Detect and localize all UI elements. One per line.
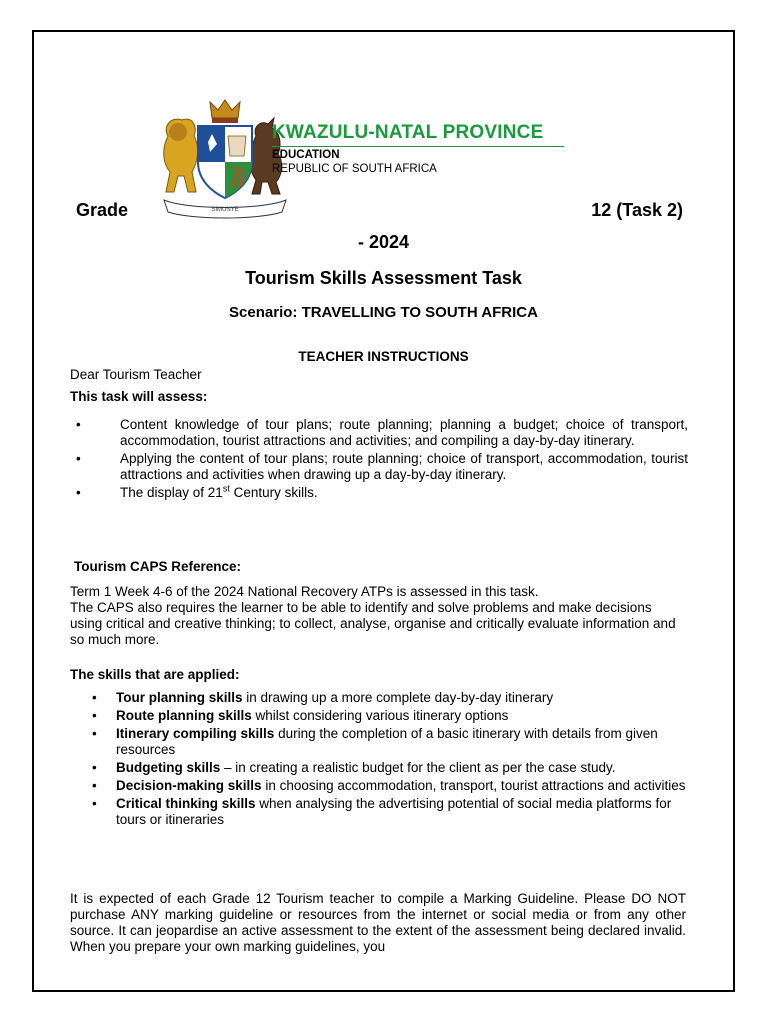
scenario-value: TRAVELLING TO SOUTH AFRICA	[301, 304, 538, 321]
province-title: KWAZULU-NATAL PROVINCE	[272, 122, 544, 143]
caps-paragraph: The CAPS also requires the learner to be able to identify and solve problems and make decisions using critical and creative thinking; to collect, analyse, organise and critically evaluate information and so much more.	[70, 600, 676, 647]
list-item: • Itinerary compiling skills during the completion of a basic itinerary with details from given resources	[92, 726, 658, 757]
skills-list	[92, 690, 688, 830]
caps-heading: Tourism CAPS Reference:	[74, 559, 242, 574]
scenario-line	[34, 304, 733, 321]
crest-motto: SIMUNYE	[211, 207, 239, 213]
year-label: - 2024	[357, 232, 410, 252]
list-item: • Route planning skills whilst considering various itinerary options	[92, 708, 509, 723]
department-label: EDUCATION	[272, 149, 340, 161]
header-divider	[272, 146, 564, 147]
list-item: • Budgeting skills – in creating a realistic budget for the client as per the case study.	[92, 760, 616, 775]
grade-value: 12 (Task 2)	[591, 200, 683, 220]
skills-heading: The skills that are applied:	[70, 667, 240, 682]
list-item: • Applying the content of tour plans; route planning; choice of transport, accommodation, tourist attractions and activities when drawing up a day-by-day itinerary.	[76, 451, 688, 482]
closing-paragraph: It is expected of each Grade 12 Tourism teacher to compile a Marking Guideline. Please DO NOT purchase ANY marking guideline or resources from the internet or social media or from any other source. It can jeopardise an active assessment to the extent of the assessment being declared invalid. When you prepare your own marking guidelines, you	[70, 891, 686, 954]
country-label: REPUBLIC OF SOUTH AFRICA	[272, 163, 437, 175]
caps-line: Term 1 Week 4-6 of the 2024 National Recovery ATPs is assessed in this task.	[70, 584, 539, 599]
greeting: Dear Tourism Teacher	[70, 367, 202, 382]
scenario-label: Scenario:	[229, 304, 298, 321]
list-item: • Decision-making skills in choosing accommodation, transport, tourist attractions and activities	[92, 778, 686, 793]
assess-list	[76, 417, 688, 503]
page-border	[32, 30, 735, 992]
assess-heading: This task will assess:	[70, 389, 208, 404]
list-item: • Content knowledge of tour plans; route planning; planning a budget; choice of transport, accommodation, tourist attractions and activities; and compiling a day-by-day itinerary.	[76, 417, 688, 448]
page-title: Tourism Skills Assessment Task	[245, 268, 522, 288]
teacher-instructions-heading: TEACHER INSTRUCTIONS	[298, 349, 469, 364]
list-item: • The display of 21st Century skills.	[76, 483, 318, 500]
list-item: • Tour planning skills in drawing up a more complete day-by-day itinerary	[92, 690, 554, 705]
grade-label: Grade	[76, 200, 129, 220]
list-item: • Critical thinking skills when analysing the advertising potential of social media platforms for tours or itineraries	[92, 796, 672, 827]
